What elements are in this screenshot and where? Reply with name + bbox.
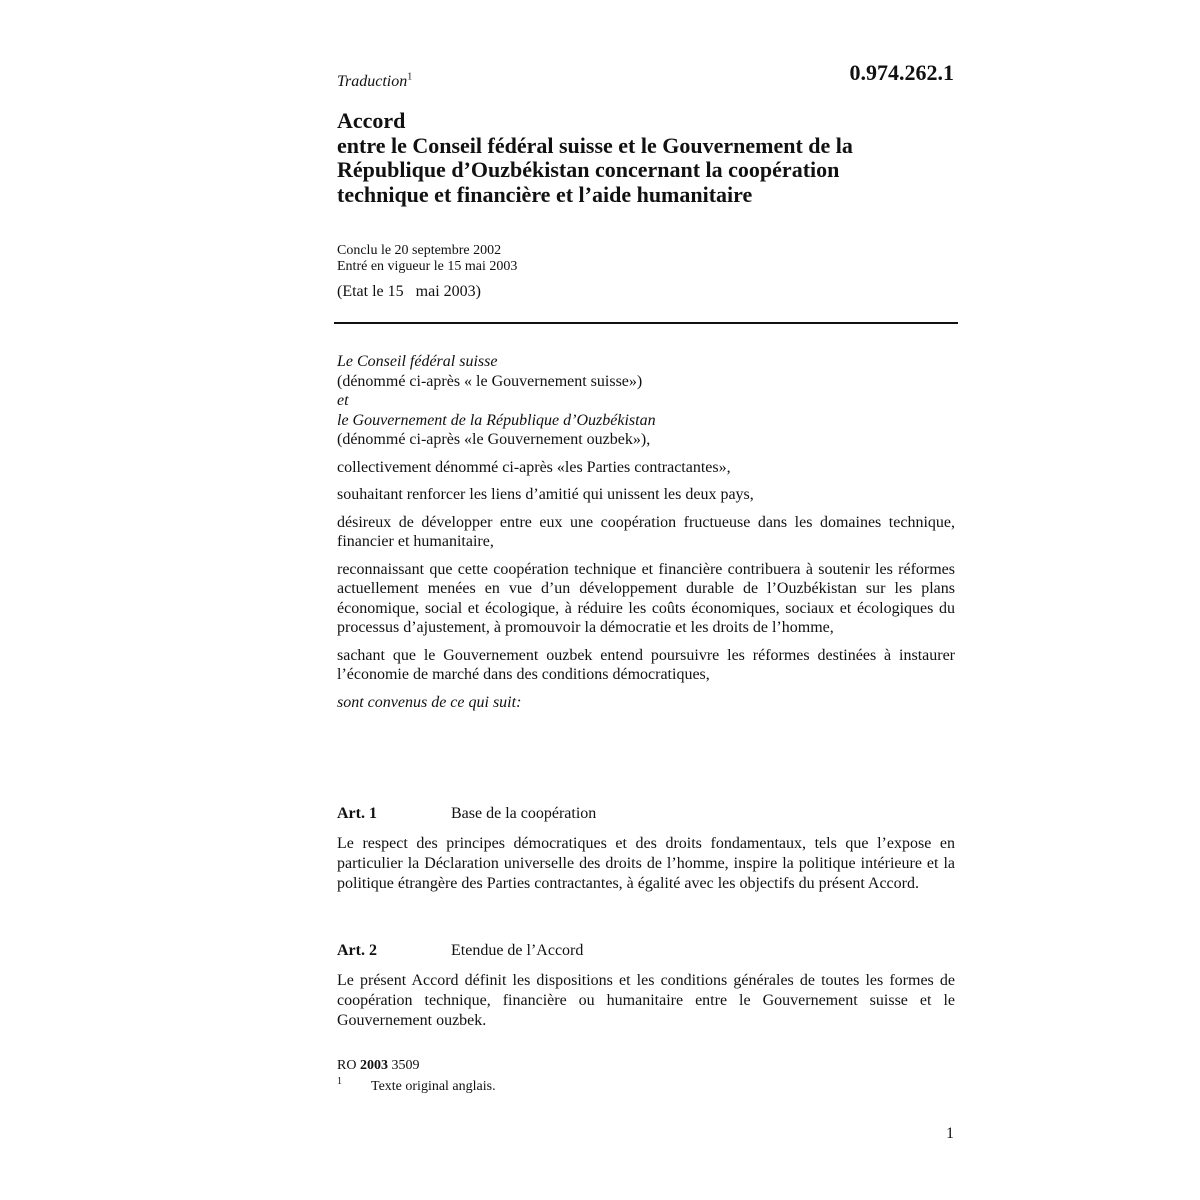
footnote-mark: 1	[337, 1076, 342, 1087]
in-force-date: Entré en vigueur le 15 mai 2003	[337, 259, 518, 274]
article-2-body	[337, 971, 955, 1031]
header-divider	[334, 322, 958, 324]
article-1-title: Base de la coopération	[451, 805, 597, 822]
sr-number: 0.974.262.1	[849, 60, 954, 85]
document-title	[337, 109, 955, 207]
ro-year: 2003	[359, 1058, 388, 1073]
preamble-friendship: souhaitant renforcer les liens d’amitié qui unissent les deux pays,	[337, 486, 754, 503]
title-line-1: Accord	[337, 108, 406, 133]
page-number: 1	[946, 1125, 954, 1142]
preamble	[337, 352, 955, 712]
title-line-2: entre le Conseil fédéral suisse et le Gouvernement de la	[337, 132, 853, 158]
ro-prefix: RO	[337, 1058, 357, 1073]
preamble-and: et	[337, 392, 349, 409]
ro-page: 3509	[391, 1058, 420, 1073]
article-2-title: Etendue de l’Accord	[451, 942, 584, 959]
preamble-parties: collectivement dénommé ci-après «les Parties contractantes»,	[337, 458, 731, 476]
status-date: (Etat le 15 mai 2003)	[337, 283, 481, 300]
preamble-party-swiss: Le Conseil fédéral suisse	[337, 353, 498, 370]
preamble-agreed: sont convenus de ce qui suit:	[337, 693, 522, 711]
preamble-recognizing: reconnaissant que cette coopération technique et financière contribuera à soutenir les réformes actuellement menées en vue d’un développement durable de l’Ouzbékistan sur les plans économique, social et écologique, à réduire les coûts économiques, sociaux et écologiques du processus d’ajustement, à promouvoir la démocratie et les droits de l’homme,	[337, 560, 955, 636]
dates-block	[337, 243, 955, 275]
preamble-swiss-designation: (dénommé ci-après « le Gouvernement suisse»)	[337, 372, 643, 390]
preamble-desiring: désireux de développer entre eux une coopération fructueuse dans les domaines technique, financier et humanitaire,	[337, 513, 955, 550]
article-2-heading	[337, 942, 955, 962]
article-1-text: Le respect des principes démocratiques et des droits fondamentaux, tels que l’expose en particulier la Déclaration universelle des droits de l’homme, inspire la politique intérieure et la politique étrangère des Parties contractantes, à égalité avec les objectifs du présent Accord.	[337, 835, 955, 892]
article-2-number: Art. 2	[337, 942, 377, 959]
article-1-number: Art. 1	[337, 805, 377, 822]
translation-label: Traduction	[337, 73, 408, 90]
article-1-heading	[337, 805, 955, 825]
title-line-3: République d’Ouzbékistan concernant la coopération	[337, 157, 840, 182]
concluded-date: Conclu le 20 septembre 2002	[337, 243, 502, 258]
article-1-body	[337, 834, 955, 894]
article-2-text: Le présent Accord définit les dispositions et les conditions générales de toutes les formes de coopération technique, financière ou humanitaire entre le Gouvernement suisse et le Gouvernement ouzbek.	[337, 972, 955, 1029]
preamble-knowing: sachant que le Gouvernement ouzbek entend poursuivre les réformes destinées à instaurer l’économie de marché dans des conditions démocratiques,	[337, 646, 955, 683]
footnote-reference[interactable]: 1	[407, 71, 413, 83]
ro-reference	[337, 1058, 955, 1074]
footnote-text: Texte original anglais.	[371, 1079, 496, 1094]
title-line-4: technique et financière et l’aide humanitaire	[337, 181, 753, 207]
preamble-uzbek-designation: (dénommé ci-après «le Gouvernement ouzbek»),	[337, 431, 651, 448]
preamble-party-uzbek: le Gouvernement de la République d’Ouzbékistan	[337, 411, 656, 429]
